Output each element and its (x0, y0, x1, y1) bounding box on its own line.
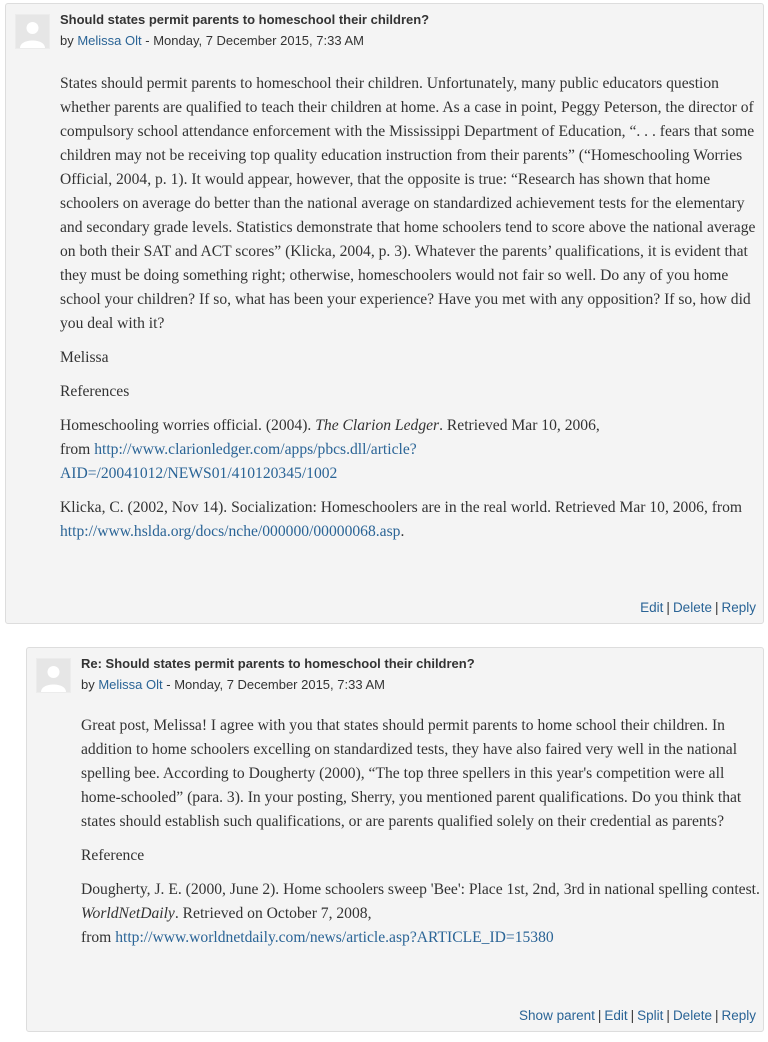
reference-text: Klicka, C. (2002, Nov 14). Socialization: Homeschoolers are in the real world. Retrieved Mar 10, 2006, from (60, 499, 743, 516)
post-body: Great post, Melissa! I agree with you that states should permit parents to home school their children. In addition to home schoolers excelling on standardized tests, they have also faired very well in the national spelling bee. According to Dougherty (2000), “The top three spellers in this year's competition were all home-schooled” (para. 3). In your posting, Sherry, you mentioned parent qualifications. Do you think that states should establish such qualifications, or are parents qualified solely on their credential as parents? (81, 717, 742, 830)
by-prefix: by (81, 677, 99, 692)
post-byline (60, 33, 364, 48)
separator: | (714, 1008, 719, 1023)
reference-link-part[interactable]: AID=/20041012/NEWS01/410120345/1002 (60, 465, 338, 482)
forum-post (5, 3, 764, 624)
separator: | (630, 1008, 635, 1023)
reference-text: from (81, 929, 116, 946)
reply-link[interactable]: Reply (721, 1008, 756, 1023)
reference-item (60, 496, 760, 544)
post-body: States should permit parents to homeschool their children. Unfortunately, many public educators question whether parents are qualified to teach their children at home. As a case in point, Peggy Peterson, the director of compulsory school attendance enforcement with the Mississippi Department of Education, “. . . fears that some children may not be receiving top quality education instruction from their parents” (“Homeschooling Worries Official, 2004, p. 1). It would appear, however, that the opposite is true: “Research has shown that home schoolers on average do better than the national average on standardized achievement tests for the elementary and secondary grade levels. Statistics demonstrate that home schoolers tend to score above the national average on both their SAT and ACT scores” (Klicka, 2004, p. 3). Whatever the parents’ qualifications, it is evident that they must be doing something right; otherwise, homeschoolers would not fair so well. Do any of you home school your children? If so, what has been your experience? Have you met with any opposition? If so, how did you deal with it? (60, 75, 756, 332)
split-link[interactable]: Split (637, 1008, 664, 1023)
user-avatar-icon[interactable] (36, 658, 71, 693)
separator: | (597, 1008, 602, 1023)
edit-link[interactable]: Edit (604, 1008, 628, 1023)
reference-item (60, 414, 760, 486)
reference-text: Homeschooling worries official. (2004). (60, 417, 316, 434)
user-avatar-icon[interactable] (15, 14, 50, 49)
post-subject: Re: Should states permit parents to homeschool their children? (81, 656, 475, 671)
post-subject: Should states permit parents to homeschool their children? (60, 12, 430, 27)
reference-link[interactable] (60, 441, 417, 482)
reference-item (81, 878, 761, 950)
by-prefix: by (60, 33, 78, 48)
reference-text: . Retrieved on October 7, 2008, (174, 905, 372, 922)
reference-text: Dougherty, J. E. (2000, June 2). Home schoolers sweep 'Bee': Place 1st, 2nd, 3rd in national spelling contest. (81, 881, 760, 898)
reference-source: WorldNetDaily (81, 905, 175, 922)
post-byline (81, 677, 385, 692)
reference-link[interactable]: http://www.hslda.org/docs/nche/000000/00000068.asp (60, 523, 401, 540)
author-link[interactable]: Melissa Olt (77, 33, 142, 48)
reference-heading: Reference (81, 847, 145, 864)
delete-link[interactable]: Delete (672, 600, 712, 615)
edit-link[interactable]: Edit (640, 600, 664, 615)
separator: | (666, 1008, 670, 1023)
show-parent-link[interactable]: Show parent (519, 1008, 595, 1023)
post-commands (519, 1008, 756, 1023)
separator: | (714, 600, 719, 615)
post-content (81, 714, 761, 960)
post-signature: Melissa (60, 349, 109, 366)
reference-text: . Retrieved Mar 10, 2006, (439, 417, 600, 434)
separator: | (666, 600, 670, 615)
forum-reply-post (26, 647, 764, 1032)
reference-link-part[interactable]: http://www.clarionledger.com/apps/pbcs.dll/article? (94, 441, 417, 458)
reference-source: The Clarion Ledger (315, 417, 440, 434)
references-heading: References (60, 383, 130, 400)
reference-text: . (400, 523, 405, 540)
author-link[interactable]: Melissa Olt (98, 677, 163, 692)
reference-link[interactable]: http://www.worldnetdaily.com/news/article.asp?ARTICLE_ID=15380 (115, 929, 554, 946)
reply-link[interactable]: Reply (721, 600, 756, 615)
delete-link[interactable]: Delete (672, 1008, 712, 1023)
post-date: - Monday, 7 December 2015, 7:33 AM (141, 33, 364, 48)
post-date: - Monday, 7 December 2015, 7:33 AM (162, 677, 385, 692)
reference-text: from (60, 441, 95, 458)
post-commands (640, 600, 756, 615)
post-content (60, 72, 760, 554)
